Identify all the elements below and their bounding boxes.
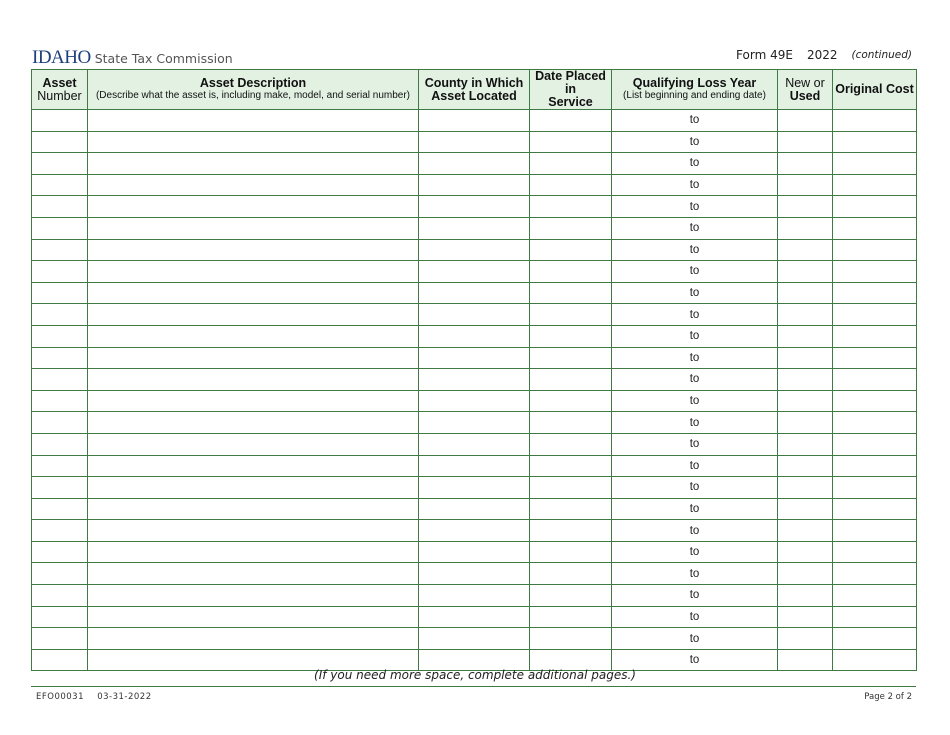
original-cost-cell[interactable] (833, 217, 917, 239)
qualifying-loss-year-cell[interactable] (612, 153, 778, 175)
original-cost-cell[interactable] (833, 153, 917, 175)
new-or-used-cell[interactable] (778, 304, 833, 326)
qualifying-loss-year-cell[interactable] (612, 325, 778, 347)
asset-description-cell[interactable] (88, 498, 419, 520)
asset-description-cell[interactable] (88, 110, 419, 132)
new-or-used-cell[interactable] (778, 585, 833, 607)
date-placed-cell[interactable] (530, 520, 612, 542)
to-separator: to (689, 610, 700, 623)
county-cell[interactable] (419, 477, 530, 499)
qualifying-loss-year-cell[interactable] (612, 174, 778, 196)
date-placed-cell[interactable] (530, 131, 612, 153)
asset-description-cell[interactable] (88, 455, 419, 477)
new-or-used-cell[interactable] (778, 477, 833, 499)
asset-description-cell[interactable] (88, 325, 419, 347)
county-cell[interactable] (419, 304, 530, 326)
to-separator: to (689, 287, 700, 300)
original-cost-cell[interactable] (833, 174, 917, 196)
qualifying-loss-year-cell[interactable] (612, 412, 778, 434)
county-cell[interactable] (419, 563, 530, 585)
qualifying-loss-year-cell[interactable] (612, 563, 778, 585)
asset-description-cell[interactable] (88, 282, 419, 304)
qualifying-loss-year-cell[interactable] (612, 110, 778, 132)
date-placed-cell[interactable] (530, 304, 612, 326)
asset-description-cell[interactable] (88, 347, 419, 369)
date-placed-cell[interactable] (530, 498, 612, 520)
new-or-used-cell[interactable] (778, 433, 833, 455)
new-or-used-cell[interactable] (778, 369, 833, 391)
original-cost-cell[interactable] (833, 455, 917, 477)
qualifying-loss-year-cell[interactable] (612, 196, 778, 218)
qualifying-loss-year-cell[interactable] (612, 347, 778, 369)
county-cell[interactable] (419, 433, 530, 455)
table-row (32, 585, 917, 607)
asset-description-cell[interactable] (88, 412, 419, 434)
asset-description-cell[interactable] (88, 239, 419, 261)
asset-description-cell[interactable] (88, 433, 419, 455)
to-separator: to (689, 395, 700, 408)
new-or-used-cell[interactable] (778, 563, 833, 585)
to-separator: to (689, 524, 700, 537)
footer-left (36, 692, 152, 702)
asset-description-cell[interactable] (88, 541, 419, 563)
to-separator: to (689, 438, 700, 451)
county-cell[interactable] (419, 541, 530, 563)
asset-number-cell[interactable] (32, 217, 88, 239)
new-or-used-cell[interactable] (778, 261, 833, 283)
qualifying-loss-year-cell[interactable] (612, 477, 778, 499)
asset-number-cell[interactable] (32, 304, 88, 326)
to-separator: to (689, 179, 700, 192)
original-cost-cell[interactable] (833, 261, 917, 283)
qualifying-loss-year-cell[interactable] (612, 628, 778, 650)
date-placed-cell[interactable] (530, 325, 612, 347)
asset-number-cell[interactable] (32, 433, 88, 455)
table-row (32, 541, 917, 563)
asset-number-cell[interactable] (32, 153, 88, 175)
asset-number-cell[interactable] (32, 477, 88, 499)
to-separator: to (689, 459, 700, 472)
new-or-used-cell[interactable] (778, 196, 833, 218)
table-row (32, 455, 917, 477)
original-cost-cell[interactable] (833, 110, 917, 132)
logo-text: State Tax Commission (94, 51, 233, 66)
asset-number-cell[interactable] (32, 498, 88, 520)
county-cell[interactable] (419, 628, 530, 650)
table-row (32, 174, 917, 196)
qualifying-loss-year-cell[interactable] (612, 239, 778, 261)
date-placed-cell[interactable] (530, 477, 612, 499)
asset-table (31, 69, 917, 671)
col-county: County in Which Asset Located (419, 70, 530, 110)
to-separator: to (689, 546, 700, 559)
county-cell[interactable] (419, 217, 530, 239)
original-cost-cell[interactable] (833, 628, 917, 650)
date-placed-cell[interactable] (530, 174, 612, 196)
county-cell[interactable] (419, 153, 530, 175)
asset-number-cell[interactable] (32, 131, 88, 153)
asset-number-cell[interactable] (32, 347, 88, 369)
col-new-or-used: New or Used (778, 70, 833, 110)
county-cell[interactable] (419, 282, 530, 304)
asset-description-cell[interactable] (88, 628, 419, 650)
date-placed-cell[interactable] (530, 433, 612, 455)
table-row (32, 433, 917, 455)
more-space-note: (If you need more space, complete additional pages.) (314, 668, 636, 682)
idaho-logo (32, 47, 233, 69)
original-cost-cell[interactable] (833, 304, 917, 326)
table-header-row (32, 70, 917, 110)
asset-description-cell[interactable] (88, 390, 419, 412)
asset-number-cell[interactable] (32, 196, 88, 218)
asset-number-cell[interactable] (32, 325, 88, 347)
table-row (32, 153, 917, 175)
new-or-used-cell[interactable] (778, 498, 833, 520)
asset-number-cell[interactable] (32, 282, 88, 304)
original-cost-cell[interactable] (833, 412, 917, 434)
asset-number-cell[interactable] (32, 412, 88, 434)
qualifying-loss-year-cell[interactable] (612, 131, 778, 153)
original-cost-cell[interactable] (833, 433, 917, 455)
date-placed-cell[interactable] (530, 282, 612, 304)
asset-number-cell[interactable] (32, 110, 88, 132)
asset-number-cell[interactable] (32, 628, 88, 650)
asset-number-cell[interactable] (32, 606, 88, 628)
to-separator: to (689, 222, 700, 235)
original-cost-cell[interactable] (833, 520, 917, 542)
new-or-used-cell[interactable] (778, 217, 833, 239)
table-row (32, 390, 917, 412)
to-separator: to (689, 308, 700, 321)
asset-number-cell[interactable] (32, 541, 88, 563)
qualifying-loss-year-cell[interactable] (612, 541, 778, 563)
new-or-used-cell[interactable] (778, 412, 833, 434)
original-cost-cell[interactable] (833, 585, 917, 607)
county-cell[interactable] (419, 261, 530, 283)
county-cell[interactable] (419, 498, 530, 520)
table-row (32, 261, 917, 283)
table-row (32, 498, 917, 520)
col-date-placed: Date Placed in Service (530, 70, 612, 110)
to-separator: to (689, 114, 700, 127)
to-separator: to (689, 567, 700, 580)
col-asset-number: Asset Number (32, 70, 88, 110)
qualifying-loss-year-cell[interactable] (612, 498, 778, 520)
asset-number-cell[interactable] (32, 585, 88, 607)
date-placed-cell[interactable] (530, 347, 612, 369)
to-separator: to (689, 351, 700, 364)
asset-description-cell[interactable] (88, 196, 419, 218)
qualifying-loss-year-cell[interactable] (612, 433, 778, 455)
qualifying-loss-year-cell[interactable] (612, 585, 778, 607)
county-cell[interactable] (419, 196, 530, 218)
table-row (32, 325, 917, 347)
asset-description-cell[interactable] (88, 563, 419, 585)
qualifying-loss-year-cell[interactable] (612, 217, 778, 239)
asset-description-cell[interactable] (88, 606, 419, 628)
new-or-used-cell[interactable] (778, 541, 833, 563)
qualifying-loss-year-cell[interactable] (612, 282, 778, 304)
to-separator: to (689, 481, 700, 494)
asset-number-cell[interactable] (32, 563, 88, 585)
date-placed-cell[interactable] (530, 261, 612, 283)
original-cost-cell[interactable] (833, 606, 917, 628)
continued-label: (continued) (851, 49, 912, 61)
asset-description-cell[interactable] (88, 174, 419, 196)
qualifying-loss-year-cell[interactable] (612, 455, 778, 477)
table-row (32, 606, 917, 628)
to-separator: to (689, 416, 700, 429)
new-or-used-cell[interactable] (778, 520, 833, 542)
page-number: Page 2 of 2 (864, 692, 912, 702)
asset-description-cell[interactable] (88, 520, 419, 542)
new-or-used-cell[interactable] (778, 282, 833, 304)
county-cell[interactable] (419, 606, 530, 628)
asset-description-cell[interactable] (88, 369, 419, 391)
county-cell[interactable] (419, 239, 530, 261)
original-cost-cell[interactable] (833, 325, 917, 347)
original-cost-cell[interactable] (833, 563, 917, 585)
new-or-used-cell[interactable] (778, 325, 833, 347)
qualifying-loss-year-cell[interactable] (612, 390, 778, 412)
col-qualifying-loss-year: Qualifying Loss Year (List beginning and ending date) (612, 70, 778, 110)
date-placed-cell[interactable] (530, 628, 612, 650)
to-separator: to (689, 589, 700, 602)
date-placed-cell[interactable] (530, 217, 612, 239)
table-row (32, 628, 917, 650)
asset-number-cell[interactable] (32, 239, 88, 261)
date-placed-cell[interactable] (530, 585, 612, 607)
asset-description-cell[interactable] (88, 217, 419, 239)
date-placed-cell[interactable] (530, 239, 612, 261)
new-or-used-cell[interactable] (778, 153, 833, 175)
original-cost-cell[interactable] (833, 369, 917, 391)
form-code: EFO00031 (36, 692, 84, 702)
to-separator: to (689, 200, 700, 213)
new-or-used-cell[interactable] (778, 347, 833, 369)
asset-description-cell[interactable] (88, 153, 419, 175)
date-placed-cell[interactable] (530, 541, 612, 563)
new-or-used-cell[interactable] (778, 110, 833, 132)
date-placed-cell[interactable] (530, 563, 612, 585)
asset-number-cell[interactable] (32, 455, 88, 477)
asset-number-cell[interactable] (32, 520, 88, 542)
table-row (32, 412, 917, 434)
asset-rows (32, 110, 917, 671)
date-placed-cell[interactable] (530, 455, 612, 477)
new-or-used-cell[interactable] (778, 628, 833, 650)
new-or-used-cell[interactable] (778, 455, 833, 477)
asset-description-cell[interactable] (88, 585, 419, 607)
col-asset-description: Asset Description (Describe what the asset is, including make, model, and serial number) (88, 70, 419, 110)
county-cell[interactable] (419, 110, 530, 132)
original-cost-cell[interactable] (833, 239, 917, 261)
to-separator: to (689, 502, 700, 515)
date-placed-cell[interactable] (530, 196, 612, 218)
footer-divider (31, 686, 916, 687)
county-cell[interactable] (419, 520, 530, 542)
new-or-used-cell[interactable] (778, 131, 833, 153)
new-or-used-cell[interactable] (778, 606, 833, 628)
date-placed-cell[interactable] (530, 369, 612, 391)
asset-description-cell[interactable] (88, 477, 419, 499)
date-placed-cell[interactable] (530, 153, 612, 175)
table-row (32, 477, 917, 499)
logo-mark: IDAHO (32, 47, 91, 68)
original-cost-cell[interactable] (833, 477, 917, 499)
col-original-cost: Original Cost (833, 70, 917, 110)
asset-description-cell[interactable] (88, 131, 419, 153)
to-separator: to (689, 330, 700, 343)
qualifying-loss-year-cell[interactable] (612, 606, 778, 628)
to-separator: to (689, 265, 700, 278)
to-separator: to (689, 632, 700, 645)
original-cost-cell[interactable] (833, 196, 917, 218)
to-separator: to (689, 243, 700, 256)
date-placed-cell[interactable] (530, 606, 612, 628)
to-separator: to (689, 654, 700, 667)
original-cost-cell[interactable] (833, 390, 917, 412)
table-row (32, 131, 917, 153)
revision-date: 03-31-2022 (97, 692, 152, 702)
county-cell[interactable] (419, 131, 530, 153)
table-row (32, 347, 917, 369)
original-cost-cell[interactable] (833, 347, 917, 369)
original-cost-cell[interactable] (833, 131, 917, 153)
county-cell[interactable] (419, 455, 530, 477)
date-placed-cell[interactable] (530, 390, 612, 412)
county-cell[interactable] (419, 347, 530, 369)
form-year: 2022 (806, 48, 838, 62)
to-separator: to (689, 373, 700, 386)
table-row (32, 282, 917, 304)
table-row (32, 239, 917, 261)
form-header (736, 48, 912, 62)
asset-description-cell[interactable] (88, 304, 419, 326)
new-or-used-cell[interactable] (778, 390, 833, 412)
table-row (32, 369, 917, 391)
asset-number-cell[interactable] (32, 390, 88, 412)
date-placed-cell[interactable] (530, 412, 612, 434)
asset-number-cell[interactable] (32, 369, 88, 391)
form-number: Form 49E (736, 48, 793, 62)
new-or-used-cell[interactable] (778, 239, 833, 261)
county-cell[interactable] (419, 325, 530, 347)
qualifying-loss-year-cell[interactable] (612, 261, 778, 283)
original-cost-cell[interactable] (833, 282, 917, 304)
county-cell[interactable] (419, 585, 530, 607)
qualifying-loss-year-cell[interactable] (612, 304, 778, 326)
table-row (32, 196, 917, 218)
to-separator: to (689, 157, 700, 170)
county-cell[interactable] (419, 369, 530, 391)
table-row (32, 304, 917, 326)
to-separator: to (689, 135, 700, 148)
qualifying-loss-year-cell[interactable] (612, 520, 778, 542)
table-row (32, 217, 917, 239)
asset-number-cell[interactable] (32, 174, 88, 196)
original-cost-cell[interactable] (833, 498, 917, 520)
table-row (32, 563, 917, 585)
asset-number-cell[interactable] (32, 261, 88, 283)
original-cost-cell[interactable] (833, 541, 917, 563)
county-cell[interactable] (419, 390, 530, 412)
asset-description-cell[interactable] (88, 261, 419, 283)
table-row (32, 520, 917, 542)
qualifying-loss-year-cell[interactable] (612, 369, 778, 391)
county-cell[interactable] (419, 412, 530, 434)
date-placed-cell[interactable] (530, 110, 612, 132)
table-row (32, 110, 917, 132)
new-or-used-cell[interactable] (778, 174, 833, 196)
county-cell[interactable] (419, 174, 530, 196)
